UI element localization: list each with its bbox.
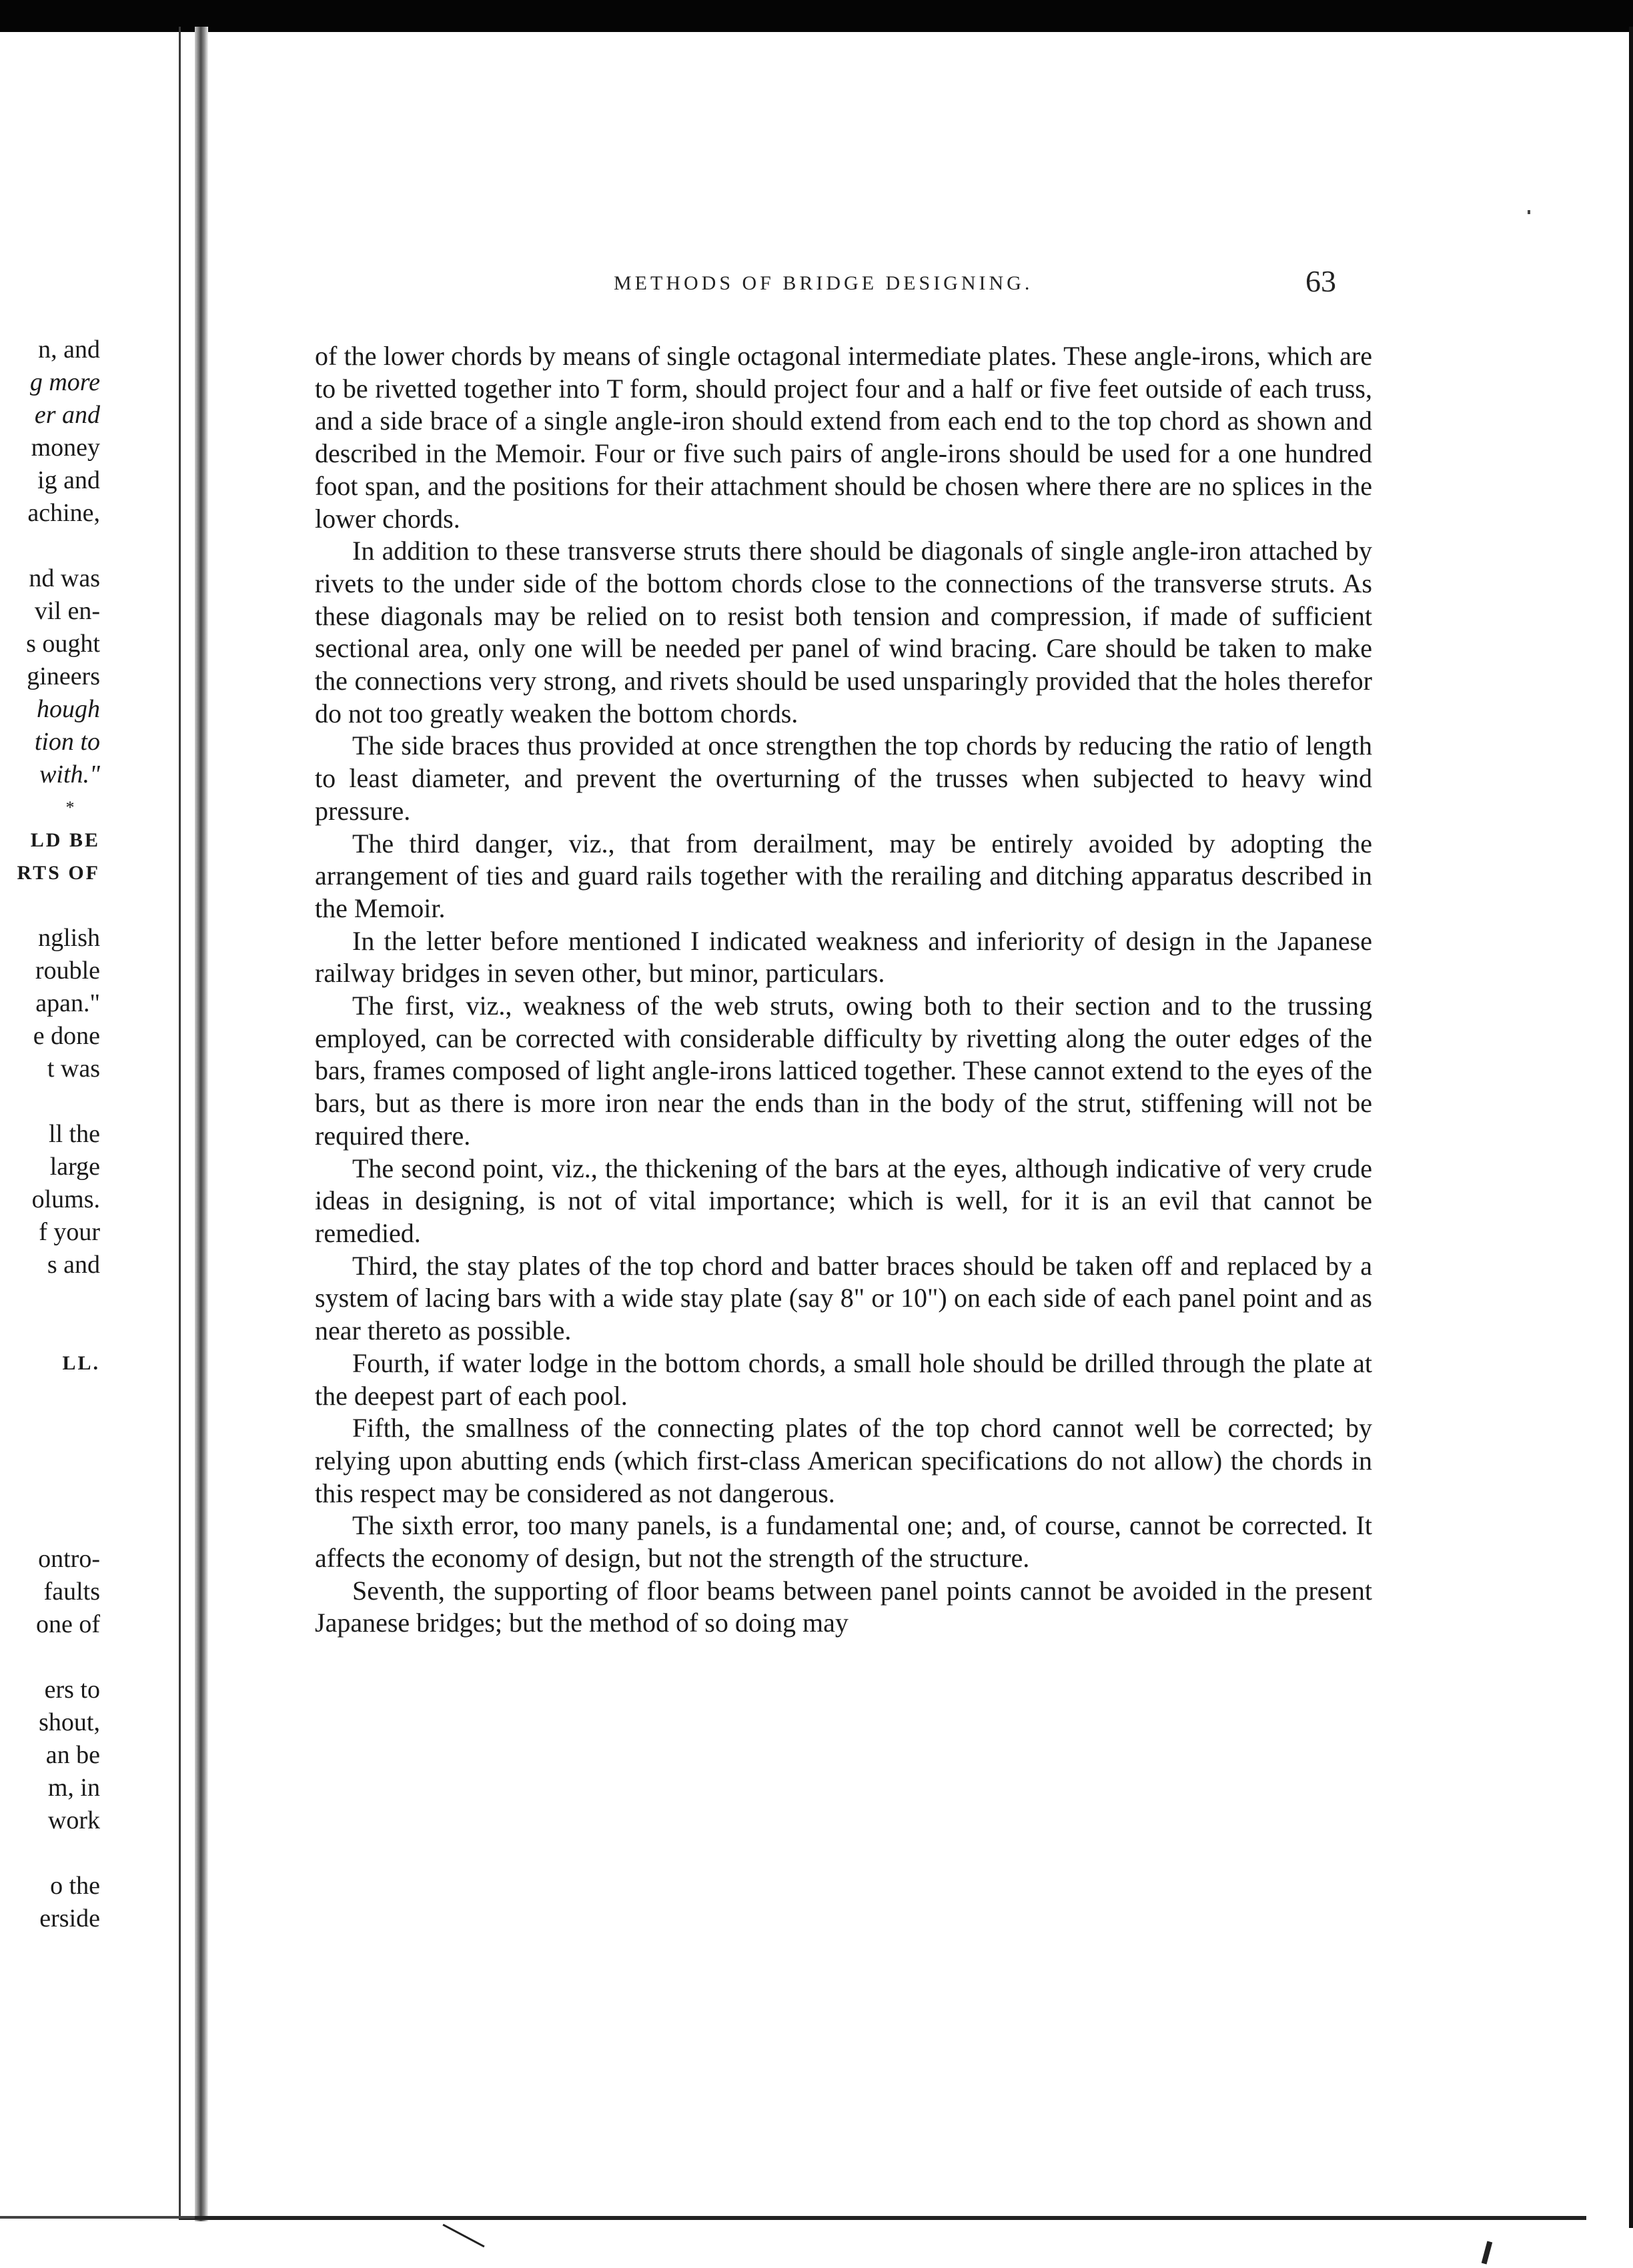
paragraph: The sixth error, too many panels, is a fundamental one; and, of course, cannot be corrected. It affects the economy of design, but not the strength of the structure. — [315, 1510, 1372, 1574]
fragment-line: o the — [50, 1872, 100, 1900]
book-gutter-shadow — [195, 27, 208, 2221]
fragment-line: ig and — [37, 466, 100, 494]
fragment-line: tion to — [34, 728, 100, 756]
scan-artifact-mark — [1482, 2241, 1493, 2265]
fragment-line: f your — [39, 1218, 100, 1246]
fragment-spacer — [0, 889, 100, 922]
fragment-line: hough — [37, 695, 100, 723]
fragment-line: ers to — [44, 1676, 100, 1704]
paragraph: In the letter before mentioned I indicated weakness and inferiority of design in the Japanese railway bridges in seven other, but minor, particulars. — [315, 925, 1372, 989]
fragment-line: e done — [33, 1022, 100, 1050]
page-fold-line — [179, 27, 181, 2218]
fragment-line: erside — [39, 1904, 100, 1932]
fragment-line: rouble — [35, 957, 100, 985]
body-text — [315, 340, 1372, 1640]
fragment-line: vil en- — [34, 597, 100, 625]
fragment-line: achine, — [27, 499, 100, 527]
left-page-bottom-edge — [0, 2216, 195, 2219]
paragraph: The second point, viz., the thickening of the bars at the eyes, although indicative of very crude ideas in designing, is not of vital importance; which is well, for it is an evil that cannot be remedied. — [315, 1153, 1372, 1248]
fragment-line: er and — [34, 401, 100, 429]
running-head: METHODS OF BRIDGE DESIGNING. — [614, 272, 1033, 294]
fragment-line: * — [65, 798, 75, 817]
fragment-line: an be — [45, 1741, 100, 1769]
fragment-line: LL. — [62, 1352, 100, 1374]
page-bottom-edge — [179, 2216, 1586, 2220]
paragraph: The first, viz., weakness of the web struts, owing both to their section and to the trussing employed, can be corrected with considerable difficulty by rivetting along the outer edges of the bars, frames composed of light angle-irons latticed together. These cannot extend to the eyes of the bars, but as there is more iron near the ends than in the body of the strut, stiffening will not be required there. — [315, 991, 1372, 1151]
fragment-line: g more — [29, 368, 100, 396]
paragraph: Third, the stay plates of the top chord and batter braces should be taken off and replaced by a system of lacing bars with a wide stay plate (say 8" or 10") on each side of each panel point and as near thereto as possible. — [315, 1250, 1372, 1346]
fragment-line: nglish — [38, 924, 100, 952]
fragment-line: one of — [35, 1610, 100, 1638]
page-right-edge — [1629, 27, 1633, 2228]
fragment-line: apan." — [35, 989, 100, 1017]
fragment-line: faults — [43, 1578, 100, 1606]
fragment-line: with." — [39, 760, 100, 788]
scan-artifact-mark — [442, 2224, 484, 2248]
paragraph: Fifth, the smallness of the connecting plates of the top chord cannot well be corrected; by relying upon abutting ends (which first-class American specifications do not allow) the chords in this respect may be considered as not dangerous. — [315, 1413, 1372, 1508]
paragraph: Fourth, if water lodge in the bottom chords, a small hole should be drilled through the plate at the deepest part of each pool. — [315, 1347, 1372, 1411]
scanner-top-border — [0, 0, 1633, 32]
paragraph: In addition to these transverse struts there should be diagonals of single angle-iron attached by rivets to the under side of the bottom chords close to the connections of the transverse struts. As these diagonals may be relied on to resist both tension and compression, if made of sufficient sectional area, only one will be needed per panel of wind bracing. Care should be taken to make the connections very strong, and rivets should be used unsparingly provided that the holes therefor do not too greatly weaken the bottom chords. — [315, 536, 1372, 728]
fragment-line: LD BE — [30, 829, 100, 851]
fragment-line: ontro- — [38, 1545, 100, 1573]
fragment-spacer — [0, 1837, 100, 1870]
fragment-line: t was — [47, 1055, 100, 1083]
paragraph: The side braces thus provided at once strengthen the top chords by reducing the ratio of length to least diameter, and prevent the overturning of the trusses when subjected to heavy wind pressure. — [315, 730, 1372, 826]
fragment-spacer — [0, 1314, 100, 1347]
previous-page-text-fragment — [0, 334, 100, 1935]
paragraph: Seventh, the supporting of floor beams between panel points cannot be avoided in the present Japanese bridges; but the method of so doing may — [315, 1575, 1372, 1638]
fragment-line: gineers — [27, 662, 100, 690]
fragment-line: olums. — [31, 1185, 100, 1213]
fragment-line: m, in — [47, 1774, 100, 1802]
fragment-line: large — [49, 1153, 100, 1181]
fragment-spacer — [0, 1085, 100, 1118]
fragment-line: RTS OF — [17, 862, 100, 884]
fragment-spacer — [0, 530, 100, 562]
fragment-line: shout, — [39, 1708, 100, 1736]
fragment-line: work — [47, 1806, 100, 1834]
paragraph: of the lower chords by means of single octagonal intermediate plates. These angle-irons, which are to be rivetted together into T form, should project four and a half or five feet outside of each truss, and a side brace of a single angle-iron should extend from each end to the top chord as shown and described in the Memoir. Four or five such pairs of angle-irons should be used for a one hundred foot span, and the positions for their attachment should be chosen where there are no splices in the lower chords. — [315, 341, 1372, 534]
fragment-spacer — [0, 1379, 100, 1543]
fragment-line: nd was — [29, 564, 100, 592]
page-number: 63 — [1305, 264, 1336, 298]
scan-speck — [1528, 210, 1530, 214]
paragraph: The third danger, viz., that from derailment, may be entirely avoided by adopting the arrangement of ties and guard rails together with the rerailing and ditching apparatus described in the Memoir. — [315, 828, 1372, 923]
fragment-line: s ought — [26, 630, 100, 658]
fragment-line: s and — [47, 1251, 100, 1279]
fragment-line: ll the — [48, 1120, 100, 1148]
fragment-line: money — [31, 434, 100, 462]
fragment-spacer — [0, 1641, 100, 1674]
fragment-line: n, and — [38, 336, 100, 364]
fragment-spacer — [0, 1281, 100, 1314]
